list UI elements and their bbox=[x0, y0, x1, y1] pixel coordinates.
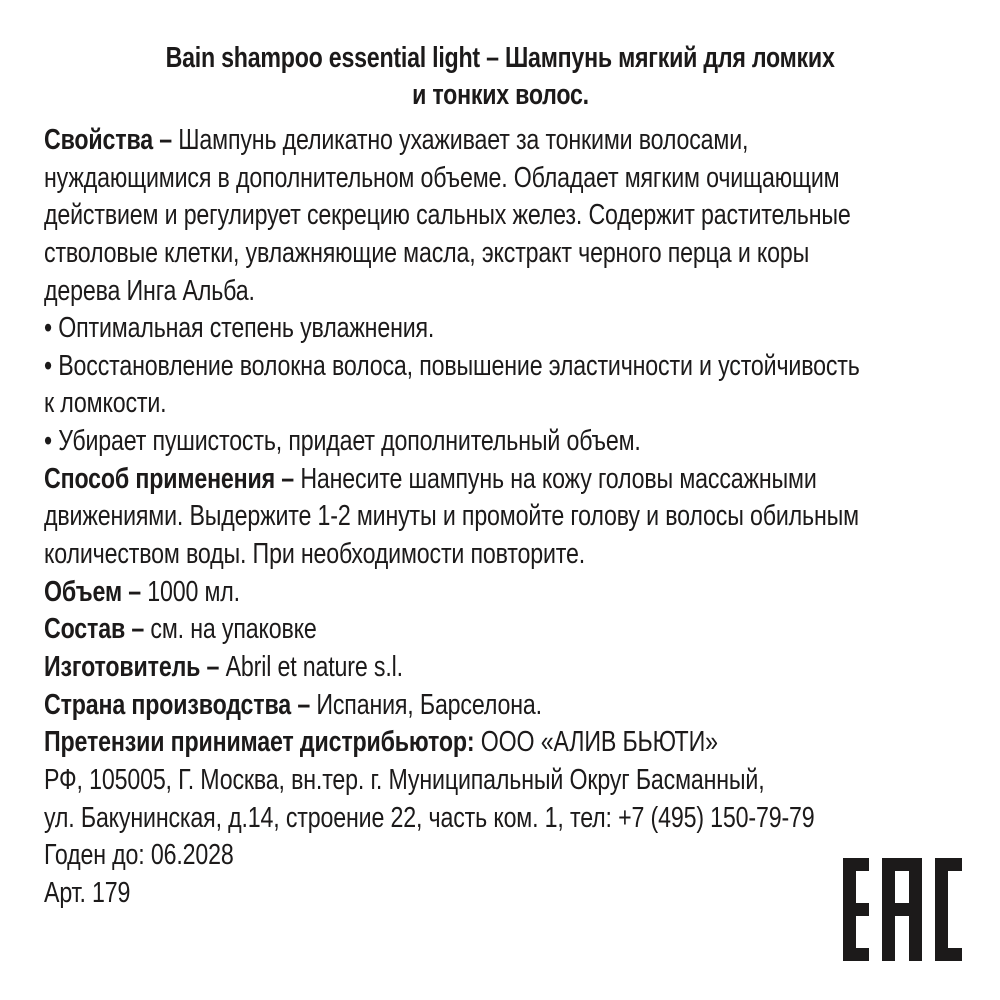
volume-label: Объем – bbox=[44, 575, 141, 608]
composition-line bbox=[44, 611, 994, 649]
address-line-1: РФ, 105005, Г. Москва, вн.тер. г. Муниципальный Округ Басманный, bbox=[44, 763, 765, 796]
volume-value: 1000 мл. bbox=[140, 575, 240, 608]
product-description bbox=[44, 122, 994, 912]
properties-line-1: Свойства – Шампунь деликатно ухаживает за тонкими волосами, bbox=[44, 124, 749, 156]
properties-bullet-2-cont: к ломкости. bbox=[44, 387, 167, 420]
usage-label: Способ применения – bbox=[44, 462, 295, 495]
product-title bbox=[0, 40, 1000, 114]
properties-bullet-1: • Оптимальная степень увлажнения. bbox=[44, 312, 435, 345]
volume-line bbox=[44, 574, 994, 612]
country-label: Страна производства – bbox=[44, 688, 311, 721]
distributor-value: ООО «АЛИВ БЬЮТИ» bbox=[474, 726, 718, 759]
article-number: Арт. 179 bbox=[44, 876, 131, 909]
address-line-2: ул. Бакунинская, д.14, строение 22, часть ком. 1, тел: +7 (495) 150-79-79 bbox=[44, 801, 815, 834]
properties-line-2: нуждающимися в дополнительном объеме. Обладает мягким очищающим bbox=[44, 161, 840, 194]
properties-line-5: дерева Инга Альба. bbox=[44, 274, 255, 307]
manufacturer-label: Изготовитель – bbox=[44, 650, 220, 683]
composition-label: Состав – bbox=[44, 613, 145, 646]
properties-bullet-3: • Убирает пушистость, придает дополнительный объем. bbox=[44, 425, 641, 458]
expiry-date: Годен до: 06.2028 bbox=[44, 839, 234, 872]
properties-line-3: действием и регулирует секрецию сальных желез. Содержит растительные bbox=[44, 199, 851, 232]
country-value: Испания, Барселона. bbox=[310, 688, 542, 721]
title-line-1: Bain shampoo essential light – Шампунь мягкий для ломких bbox=[165, 42, 835, 74]
usage-line-1: Способ применения – Нанесите шампунь на кожу головы массажными bbox=[44, 462, 817, 495]
properties-line-4: стволовые клетки, увлажняющие масла, экстракт черного перца и коры bbox=[44, 236, 810, 269]
usage-line-3: количеством воды. При необходимости повторите. bbox=[44, 538, 586, 571]
composition-value: см. на упаковке bbox=[144, 613, 317, 646]
eac-mark-icon bbox=[843, 858, 963, 961]
properties-bullet-2: • Восстановление волокна волоса, повышение эластичности и устойчивость bbox=[44, 349, 860, 382]
distributor-line bbox=[44, 724, 994, 762]
title-line-2: и тонких волос. bbox=[411, 79, 589, 111]
usage-line-2: движениями. Выдержите 1-2 минуты и промойте голову и волосы обильным bbox=[44, 500, 859, 533]
country-line bbox=[44, 687, 994, 725]
distributor-label: Претензии принимает дистрибьютор: bbox=[44, 726, 475, 759]
manufacturer-value: Abril et nature s.l. bbox=[219, 650, 403, 683]
properties-label: Свойства – bbox=[44, 124, 173, 156]
manufacturer-line bbox=[44, 649, 994, 687]
